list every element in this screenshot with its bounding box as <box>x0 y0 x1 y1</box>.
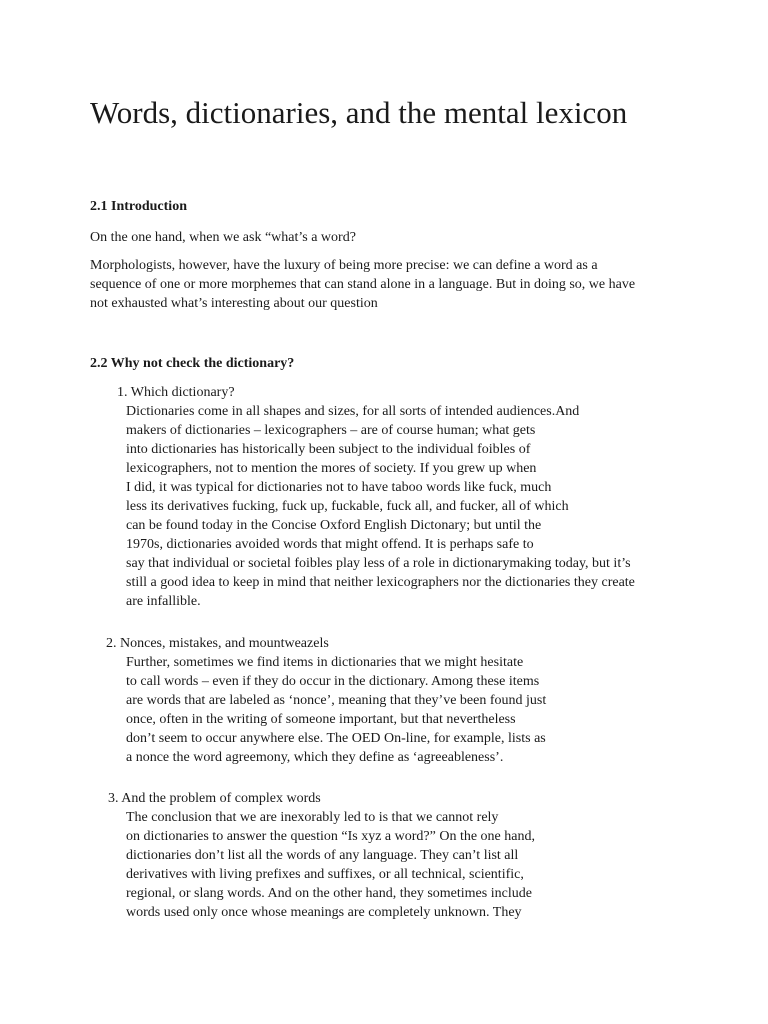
paragraph-line: Morphologists, however, have the luxury of being more precise: we can define a word as a <box>90 258 598 273</box>
list-item-body-which-dictionary <box>126 402 635 611</box>
paragraph-line: makers of dictionaries – lexicographers – are of course human; what gets <box>126 423 536 438</box>
paragraph-line: are infallible. <box>126 594 201 609</box>
paragraph-line: still a good idea to keep in mind that neither lexicographers nor the dictionaries they create <box>126 575 635 590</box>
paragraph-line: regional, or slang words. And on the other hand, they sometimes include <box>126 886 532 901</box>
paragraph-line: Further, sometimes we find items in dictionaries that we might hesitate <box>126 655 524 670</box>
list-item-title-complex-words: 3. And the problem of complex words <box>108 791 321 806</box>
paragraph-line: derivatives with living prefixes and suffixes, or all technical, scientific, <box>126 867 524 882</box>
paragraph-line: are words that are labeled as ‘nonce’, meaning that they’ve been found just <box>126 693 547 708</box>
document-title: Words, dictionaries, and the mental lexicon <box>90 95 628 130</box>
paragraph-line: lexicographers, not to mention the mores of society. If you grew up when <box>126 461 537 476</box>
paragraph-line: less its derivatives fucking, fuck up, fuckable, fuck all, and fucker, all of which <box>126 499 569 514</box>
list-item-title-nonces: 2. Nonces, mistakes, and mountweazels <box>106 636 329 651</box>
intro-paragraph-2 <box>90 256 635 313</box>
paragraph-line: once, often in the writing of someone important, but that nevertheless <box>126 712 516 727</box>
paragraph-line: I did, it was typical for dictionaries not to have taboo words like fuck, much <box>126 480 552 495</box>
list-item-body-complex-words <box>126 808 535 922</box>
paragraph-line: don’t seem to occur anywhere else. The OED On-line, for example, lists as <box>126 731 546 746</box>
paragraph-line: say that individual or societal foibles play less of a role in dictionarymaking today, but it’s <box>126 556 631 571</box>
section-heading-introduction: 2.1 Introduction <box>90 199 187 214</box>
paragraph-line: dictionaries don’t list all the words of any language. They can’t list all <box>126 848 519 863</box>
paragraph-line: to call words – even if they do occur in the dictionary. Among these items <box>126 674 540 689</box>
paragraph-line: not exhausted what’s interesting about our question <box>90 296 378 311</box>
paragraph-line: on dictionaries to answer the question “Is xyz a word?” On the one hand, <box>126 829 535 844</box>
intro-paragraph-1: On the one hand, when we ask “what’s a word? <box>90 230 356 245</box>
paragraph-line: Dictionaries come in all shapes and sizes, for all sorts of intended audiences.And <box>126 404 580 419</box>
list-item-body-nonces <box>126 653 546 767</box>
section-heading-dictionary: 2.2 Why not check the dictionary? <box>90 356 295 371</box>
paragraph-line: into dictionaries has historically been subject to the individual foibles of <box>126 442 531 457</box>
paragraph-line: 1970s, dictionaries avoided words that might offend. It is perhaps safe to <box>126 537 534 552</box>
paragraph-line: The conclusion that we are inexorably led to is that we cannot rely <box>126 810 499 825</box>
paragraph-line: sequence of one or more morphemes that can stand alone in a language. But in doing so, we have <box>90 277 636 292</box>
list-item-title-which-dictionary: 1. Which dictionary? <box>117 385 235 400</box>
paragraph-line: can be found today in the Concise Oxford English Dictonary; but until the <box>126 518 542 533</box>
paragraph-line: a nonce the word agreemony, which they define as ‘agreeableness’. <box>126 750 504 765</box>
paragraph-line: words used only once whose meanings are completely unknown. They <box>126 905 522 920</box>
